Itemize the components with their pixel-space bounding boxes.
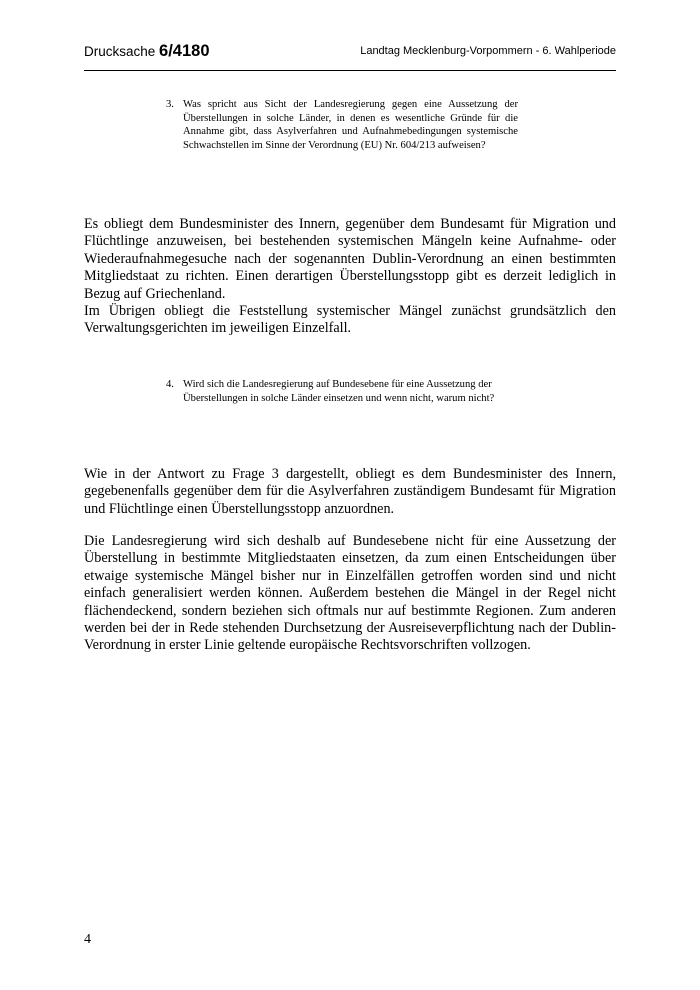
document-reference xyxy=(84,42,210,61)
answer-4-paragraph-1: Wie in der Antwort zu Frage 3 dargestellt, obliegt es dem Bundesminister des Innern, gegebenenfalls gegenüber dem für die Asylverfahren zuständigem Bundesamt für Migration und Flüchtlinge einen Überstellungsstopp anzuordnen. xyxy=(84,466,616,517)
question-number: 3. xyxy=(166,99,174,110)
question-text: Was spricht aus Sicht der Landesregierung gegen eine Aussetzung der Überstellungen in solche Länder, in denen es wesentliche Gründe für die Annahme gibt, dass Asylverfahren und Aufnahmebedingungen systemische Schwachstellen im Sinne der Verordnung (EU) Nr. 604/213 aufweisen? xyxy=(183,99,518,151)
question-4 xyxy=(166,378,518,405)
question-number: 4. xyxy=(166,379,174,390)
answer-4-paragraph-2: Die Landesregierung wird sich deshalb auf Bundesebene nicht für eine Aussetzung der Überstellung in bestimmte Mitgliedstaaten einsetzen, da zum einen Entscheidungen über etwaige systemische Mängel bisher nur in Einzelfällen getroffen worden sind und nicht einfach generalisiert werden können. Außerdem bestehen die Mängel in der Regel nicht flächendeckend, sondern beziehen sich oftmals nur auf bestimmte Regionen. Zum anderen werden bei der in Rede stehenden Durchsetzung der Ausreiseverpflichtung nach der Dublin-Verordnung in erster Linie geltende europäische Rechtsvorschriften vollzogen. xyxy=(84,533,616,654)
header-divider xyxy=(84,70,616,71)
answer-3-paragraph-2: Im Übrigen obliegt die Feststellung systemischer Mängel zunächst grundsätzlich den Verwaltungsgerichten im jeweiligen Einzelfall. xyxy=(84,303,616,337)
answer-3-paragraph-1: Es obliegt dem Bundesminister des Innern, gegenüber dem Bundesamt für Migration und Flüchtlinge anzuweisen, bei bestehenden systemischen Mängeln keine Aufnahme- oder Wiederaufnahmegesuche nach der sogenannten Dublin-Verordnung an einen bestimmten Mitgliedstaat zu richten. Einen derartigen Überstellungsstopp gibt es derzeit lediglich in Bezug auf Griechenland. xyxy=(84,216,616,302)
question-text: Wird sich die Landesregierung auf Bundesebene für eine Aussetzung der Überstellungen in solche Länder einsetzen und wenn nicht, warum nicht? xyxy=(183,379,495,404)
document-reference-prefix: Drucksache xyxy=(84,44,160,59)
page-number: 4 xyxy=(84,932,91,947)
answer-3 xyxy=(84,216,616,338)
question-3 xyxy=(166,98,518,152)
document-number: 6/4180 xyxy=(159,42,210,60)
parliament-header: Landtag Mecklenburg-Vorpommern - 6. Wahlperiode xyxy=(360,45,616,57)
